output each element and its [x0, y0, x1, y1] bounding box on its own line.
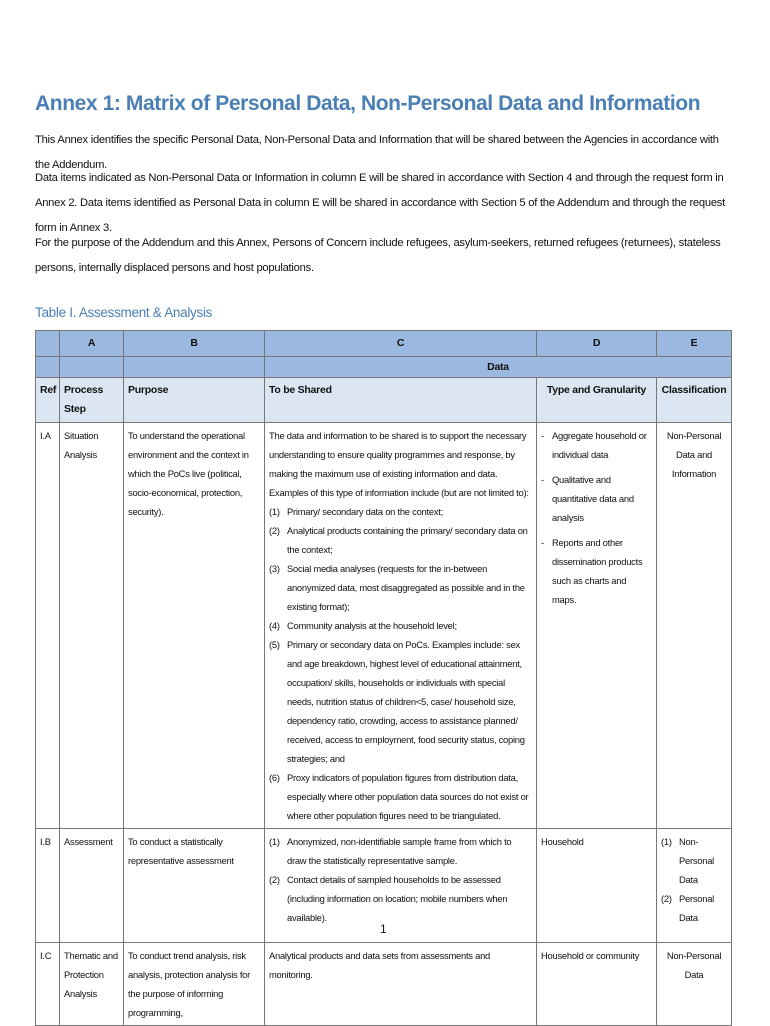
row-type-granularity [537, 423, 657, 829]
header-type-granularity: Type and Granularity [537, 378, 657, 423]
table-row [36, 423, 732, 829]
row-ref: I.A [36, 423, 60, 829]
row-ref: I.C [36, 943, 60, 1026]
list-item: (3) Social media analyses (requests for the in-between anonymized data, most disaggregated as possible and in the existing format); [269, 563, 525, 612]
shared-items-list [269, 502, 532, 825]
row-type-granularity: Household [537, 829, 657, 943]
annex-title: Annex 1: Matrix of Personal Data, Non-Personal Data and Information [35, 92, 701, 115]
list-item: - Aggregate household or individual data [541, 426, 652, 464]
header-classification: Classification [657, 378, 732, 423]
column-letter-row [36, 331, 732, 357]
list-item: - Qualitative and quantitative data and analysis [541, 470, 652, 527]
row-purpose: To conduct trend analysis, risk analysis, protection analysis for the purpose of informing programming, [124, 943, 265, 1026]
column-letter-b: B [124, 331, 265, 357]
row-classification: Non-Personal Data and Information [657, 423, 732, 829]
header-to-be-shared: To be Shared [265, 378, 537, 423]
row-classification: Non-Personal Data [657, 943, 732, 1026]
persons-of-concern-paragraph: For the purpose of the Addendum and this Annex, Persons of Concern include refugees, asylum-seekers, returned refugees (returnees), stateless persons, internally displaced persons and host populations. [35, 237, 721, 274]
data-group-header: Data [265, 357, 732, 378]
row-to-be-shared: Analytical products and data sets from assessments and monitoring. [265, 943, 537, 1026]
blank-header-cell [36, 331, 60, 357]
intro-paragraph: This Annex identifies the specific Personal Data, Non-Personal Data and Information that will be shared between the Agencies in accordance with the Addendum. [35, 134, 719, 171]
list-item: (6) Proxy indicators of population figures from distribution data, especially where other population data sources do not exist or where other population figures need to be triangulated. [269, 772, 529, 821]
shared-items-list [269, 832, 532, 927]
header-process-step: Process Step [60, 378, 124, 423]
data-group-row [36, 357, 732, 378]
row-purpose: To understand the operational environment and the context in which the PoCs live (political, socio-economical, protection, security). [124, 423, 265, 829]
row-classification [657, 829, 732, 943]
blank-header-cell [60, 357, 124, 378]
list-item: (5) Primary or secondary data on PoCs. Examples include: sex and age breakdown, highest level of educational attainment, occupation/ skills, households or individuals with special needs, nutrition status of children<5, case/ household size, dependency ratio, crowding, access to assistance planned/ received, access to employment, food security status, coping strategies; and [269, 639, 525, 764]
row-process-step: Thematic and Protection Analysis [60, 943, 124, 1026]
column-letter-d: D [537, 331, 657, 357]
column-letter-c: C [265, 331, 537, 357]
list-item: (2) Contact details of sampled households to be assessed (including information on location; mobile numbers when available). [269, 874, 508, 923]
column-letter-a: A [60, 331, 124, 357]
column-header-row [36, 378, 732, 423]
list-item: (2) Personal Data [661, 893, 715, 923]
table-row [36, 943, 732, 1026]
row-to-be-shared [265, 829, 537, 943]
page-number: 1 [380, 922, 387, 936]
header-ref: Ref [36, 378, 60, 423]
row-type-granularity: Household or community [537, 943, 657, 1026]
classification-paragraph: Data items indicated as Non-Personal Data or Information in column E will be shared in accordance with Section 4 and through the request form in Annex 2. Data items identified as Personal Data in column E will be shared in accordance with Section 5 of the Addendum and through the request form in Annex 3. [35, 172, 726, 234]
list-item: (1) Non-Personal Data [661, 836, 715, 885]
column-letter-e: E [657, 331, 732, 357]
shared-intro: The data and information to be shared is to support the necessary understanding to ensure quality programmes and response, by making the maximum use of existing information and data. Examples of this type of information include (but are not limited to): [269, 430, 529, 498]
row-ref: I.B [36, 829, 60, 943]
row-process-step: Situation Analysis [60, 423, 124, 829]
classification-list [661, 832, 727, 927]
type-list [541, 426, 652, 609]
blank-header-cell [36, 357, 60, 378]
list-item: (4) Community analysis at the household level; [269, 620, 457, 631]
list-item: (1) Anonymized, non-identifiable sample frame from which to draw the statistically representative sample. [269, 836, 512, 866]
list-item: (1) Primary/ secondary data on the context; [269, 506, 443, 517]
row-process-step: Assessment [60, 829, 124, 943]
header-purpose: Purpose [124, 378, 265, 423]
list-item: - Reports and other dissemination products such as charts and maps. [541, 533, 652, 609]
row-to-be-shared [265, 423, 537, 829]
table-title: Table I. Assessment & Analysis [35, 305, 213, 320]
list-item: (2) Analytical products containing the primary/ secondary data on the context; [269, 525, 528, 555]
blank-header-cell [124, 357, 265, 378]
row-purpose: To conduct a statistically representative assessment [124, 829, 265, 943]
